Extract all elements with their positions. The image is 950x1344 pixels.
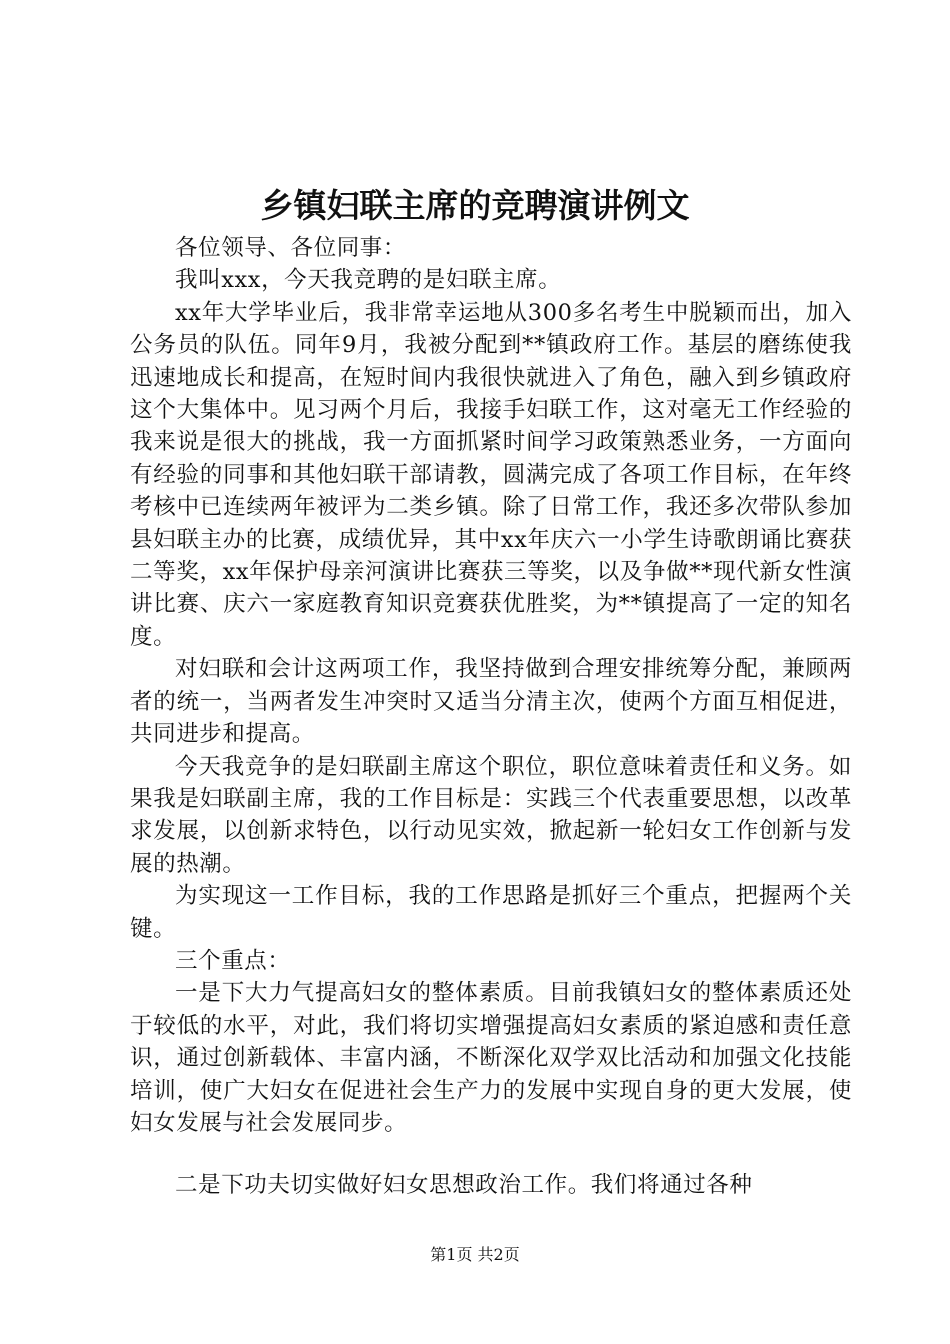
paragraph-goal: 今天我竞争的是妇联副主席这个职位，职位意味着责任和义务。如果我是妇联副主席，我的工作目标是：实践三个代表重要思想，以改革求发展，以创新求特色，以行动见实效，掀起新一轮妇女工作创新与发展的热潮。	[130, 753, 852, 877]
paragraph-point-one: 一是下大力气提高妇女的整体素质。目前我镇妇女的整体素质还处于较低的水平，对此，我们将切实增强提高妇女素质的紧迫感和责任意识，通过创新载体、丰富内涵，不断深化双学双比活动和加强文化技能培训，使广大妇女在促进社会生产力的发展中实现自身的更大发展，使妇女发展与社会发展同步。	[130, 980, 852, 1136]
paragraph-point-two: 二是下功夫切实做好妇女思想政治工作。我们将通过各种	[175, 1172, 753, 1199]
paragraph-dual-work: 对妇联和会计这两项工作，我坚持做到合理安排统筹分配，兼顾两者的统一，当两者发生冲突时又适当分清主次，使两个方面互相促进，共同进步和提高。	[130, 656, 852, 748]
paragraph-salutation: 各位领导、各位同事：	[175, 235, 407, 261]
paragraph-approach: 为实现这一工作目标，我的工作思路是抓好三个重点，把握两个关键。	[130, 883, 852, 942]
paragraph-three-points-heading: 三个重点：	[175, 947, 291, 974]
document-title: 乡镇妇联主席的竞聘演讲例文	[260, 186, 690, 225]
document-body	[130, 232, 852, 1202]
paragraph-experience: xx年大学毕业后，我非常幸运地从300多名考生中脱颖而出，加入公务员的队伍。同年9月，我被分配到**镇政府工作。基层的磨练使我迅速地成长和提高，在短时间内我很快就进入了角色，融入到乡镇政府这个大集体中。见习两个月后，我接手妇联工作，这对毫无工作经验的我来说是很大的挑战，我一方面抓紧时间学习政策熟悉业务，一方面向有经验的同事和其他妇联干部请教，圆满完成了各项工作目标，在年终考核中已连续两年被评为二类乡镇。除了日常工作，我还多次带队参加县妇联主办的比赛，成绩优异，其中xx年庆六一小学生诗歌朗诵比赛获二等奖，xx年保护母亲河演讲比赛获三等奖，以及争做**现代新女性演讲比赛、庆六一家庭教育知识竞赛获优胜奖，为**镇提高了一定的知名度。	[130, 299, 852, 650]
paragraph-introduction: 我叫xxx，今天我竞聘的是妇联主席。	[175, 267, 562, 294]
page-footer: 第1页 共2页	[430, 1245, 520, 1264]
